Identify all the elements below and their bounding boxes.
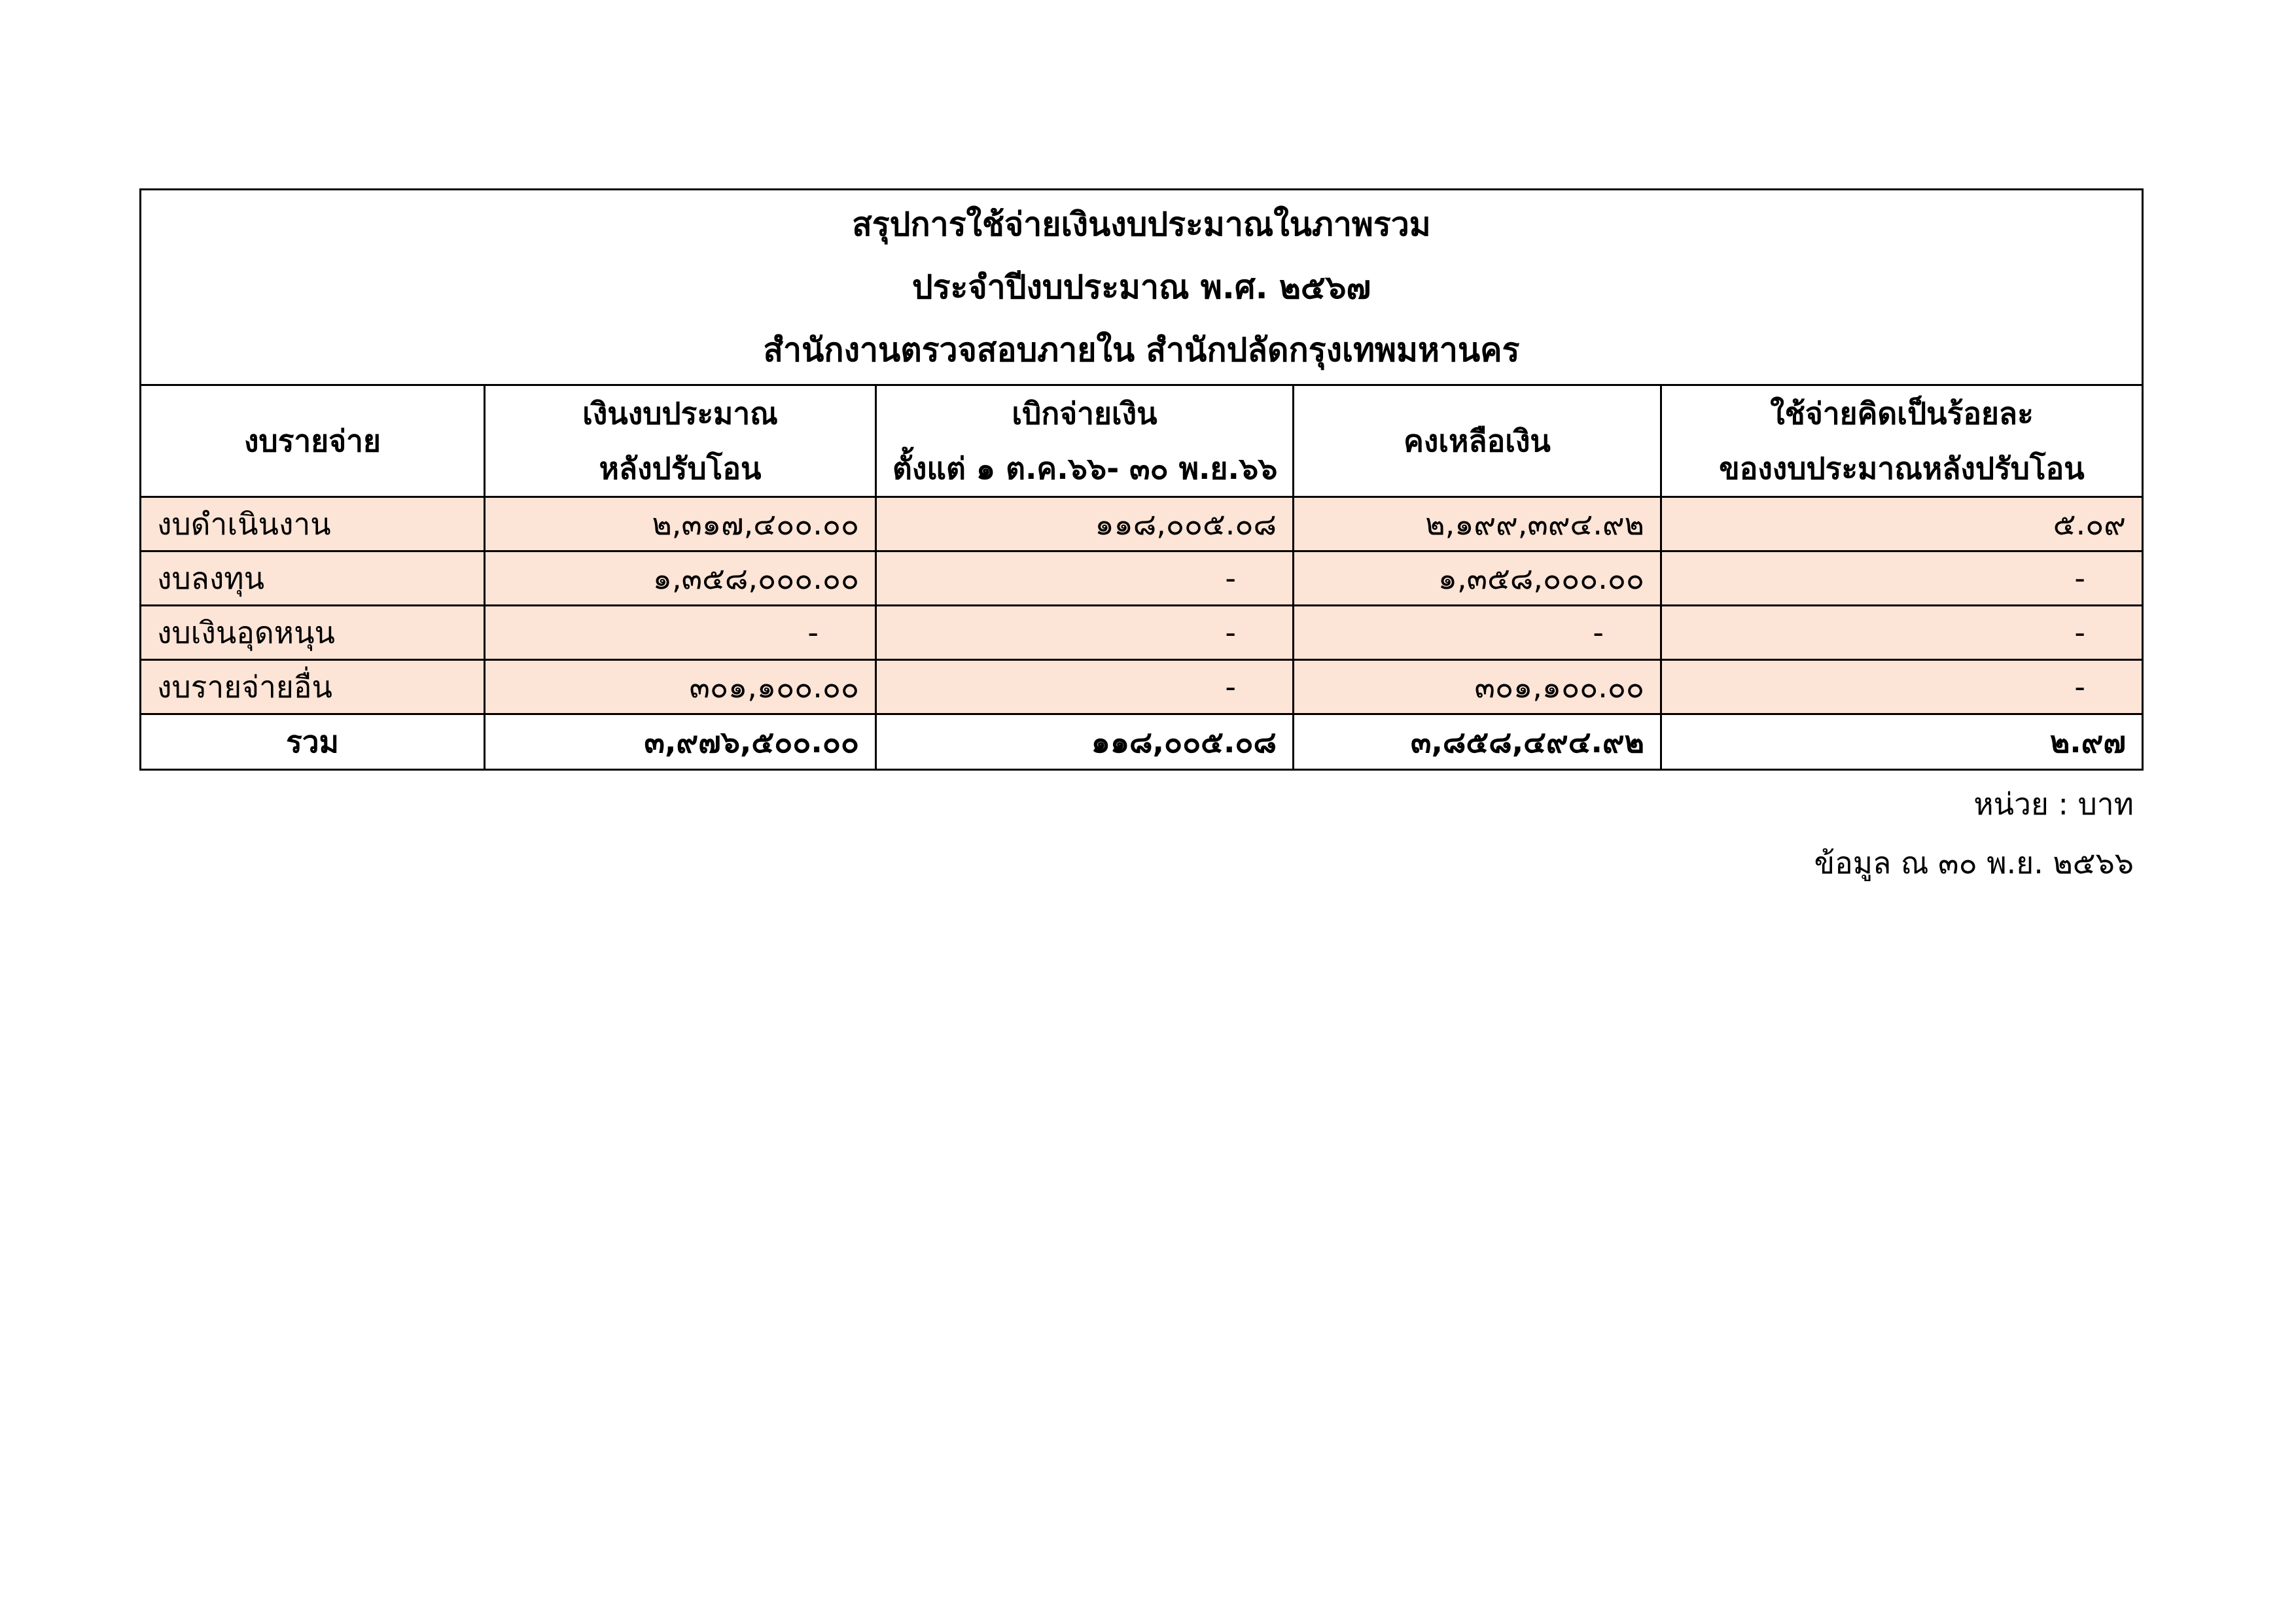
row-percent-value: - — [1661, 660, 2143, 714]
unit-note: หน่วย : บาท — [1973, 786, 2134, 822]
row-budget-value: ๓๐๑,๑๐๐.๐๐ — [485, 660, 876, 714]
row-budget-value: ๑,๓๕๘,๐๐๐.๐๐ — [485, 551, 876, 606]
row-disbursed-value: ๑๑๘,๐๐๕.๐๘ — [876, 497, 1294, 551]
header-percent — [1661, 385, 2143, 497]
total-budget-value: ๓,๙๗๖,๕๐๐.๐๐ — [485, 714, 876, 770]
row-budget-value: - — [485, 606, 876, 660]
budget-summary-sheet — [139, 188, 2142, 892]
row-remaining-value: - — [1294, 606, 1661, 660]
row-percent-value: - — [1661, 551, 2143, 606]
title-row — [141, 190, 2143, 385]
row-remaining-value: ๓๐๑,๑๐๐.๐๐ — [1294, 660, 1661, 714]
header-disbursed — [876, 385, 1294, 497]
row-remaining-value: ๑,๓๕๘,๐๐๐.๐๐ — [1294, 551, 1661, 606]
header-remaining — [1294, 385, 1661, 497]
total-label: รวม — [141, 714, 485, 770]
row-remaining-value: ๒,๑๙๙,๓๙๔.๙๒ — [1294, 497, 1661, 551]
row-expense-type: งบเงินอุดหนุน — [141, 606, 485, 660]
table-row — [141, 497, 2143, 551]
header-budget-line-2: หลังปรับโอน — [599, 451, 762, 486]
header-percent-line-2: ของงบประมาณหลังปรับโอน — [1719, 451, 2085, 486]
total-remaining-value: ๓,๘๕๘,๔๙๔.๙๒ — [1294, 714, 1661, 770]
budget-summary-table — [139, 188, 2144, 771]
header-disbursed-line-2: ตั้งแต่ ๑ ต.ค.๖๖- ๓๐ พ.ย.๖๖ — [892, 451, 1278, 486]
title-line-1: สรุปการใช้จ่ายเงินงบประมาณในภาพรวม — [852, 205, 1431, 243]
header-percent-line-1: ใช้จ่ายคิดเป็นร้อยละ — [1770, 396, 2034, 431]
row-expense-type: งบรายจ่ายอื่น — [141, 660, 485, 714]
row-expense-type: งบดำเนินงาน — [141, 497, 485, 551]
title-line-2: ประจำปีงบประมาณ พ.ศ. ๒๕๖๗ — [911, 268, 1371, 306]
table-title — [141, 190, 2143, 385]
row-expense-type: งบลงทุน — [141, 551, 485, 606]
header-budget-line-1: เงินงบประมาณ — [582, 396, 778, 431]
total-percent-value: ๒.๙๗ — [1661, 714, 2143, 770]
as-of-note: ข้อมูล ณ ๓๐ พ.ย. ๒๕๖๖ — [1814, 845, 2134, 881]
header-budget — [485, 385, 876, 497]
header-expense-type — [141, 385, 485, 497]
row-percent-value: ๕.๐๙ — [1661, 497, 2143, 551]
row-disbursed-value: - — [876, 660, 1294, 714]
row-budget-value: ๒,๓๑๗,๔๐๐.๐๐ — [485, 497, 876, 551]
row-disbursed-value: - — [876, 551, 1294, 606]
header-row — [141, 385, 2143, 497]
row-disbursed-value: - — [876, 606, 1294, 660]
total-disbursed-value: ๑๑๘,๐๐๕.๐๘ — [876, 714, 1294, 770]
header-expense-type-label: งบรายจ่าย — [244, 423, 381, 459]
title-line-3: สำนักงานตรวจสอบภายใน สำนักปลัดกรุงเทพมหานคร — [763, 331, 1520, 369]
row-percent-value: - — [1661, 606, 2143, 660]
table-row — [141, 660, 2143, 714]
table-row — [141, 551, 2143, 606]
table-row — [141, 606, 2143, 660]
header-disbursed-line-1: เบิกจ่ายเงิน — [1012, 396, 1157, 431]
total-row — [141, 714, 2143, 770]
header-remaining-label: คงเหลือเงิน — [1404, 423, 1551, 459]
